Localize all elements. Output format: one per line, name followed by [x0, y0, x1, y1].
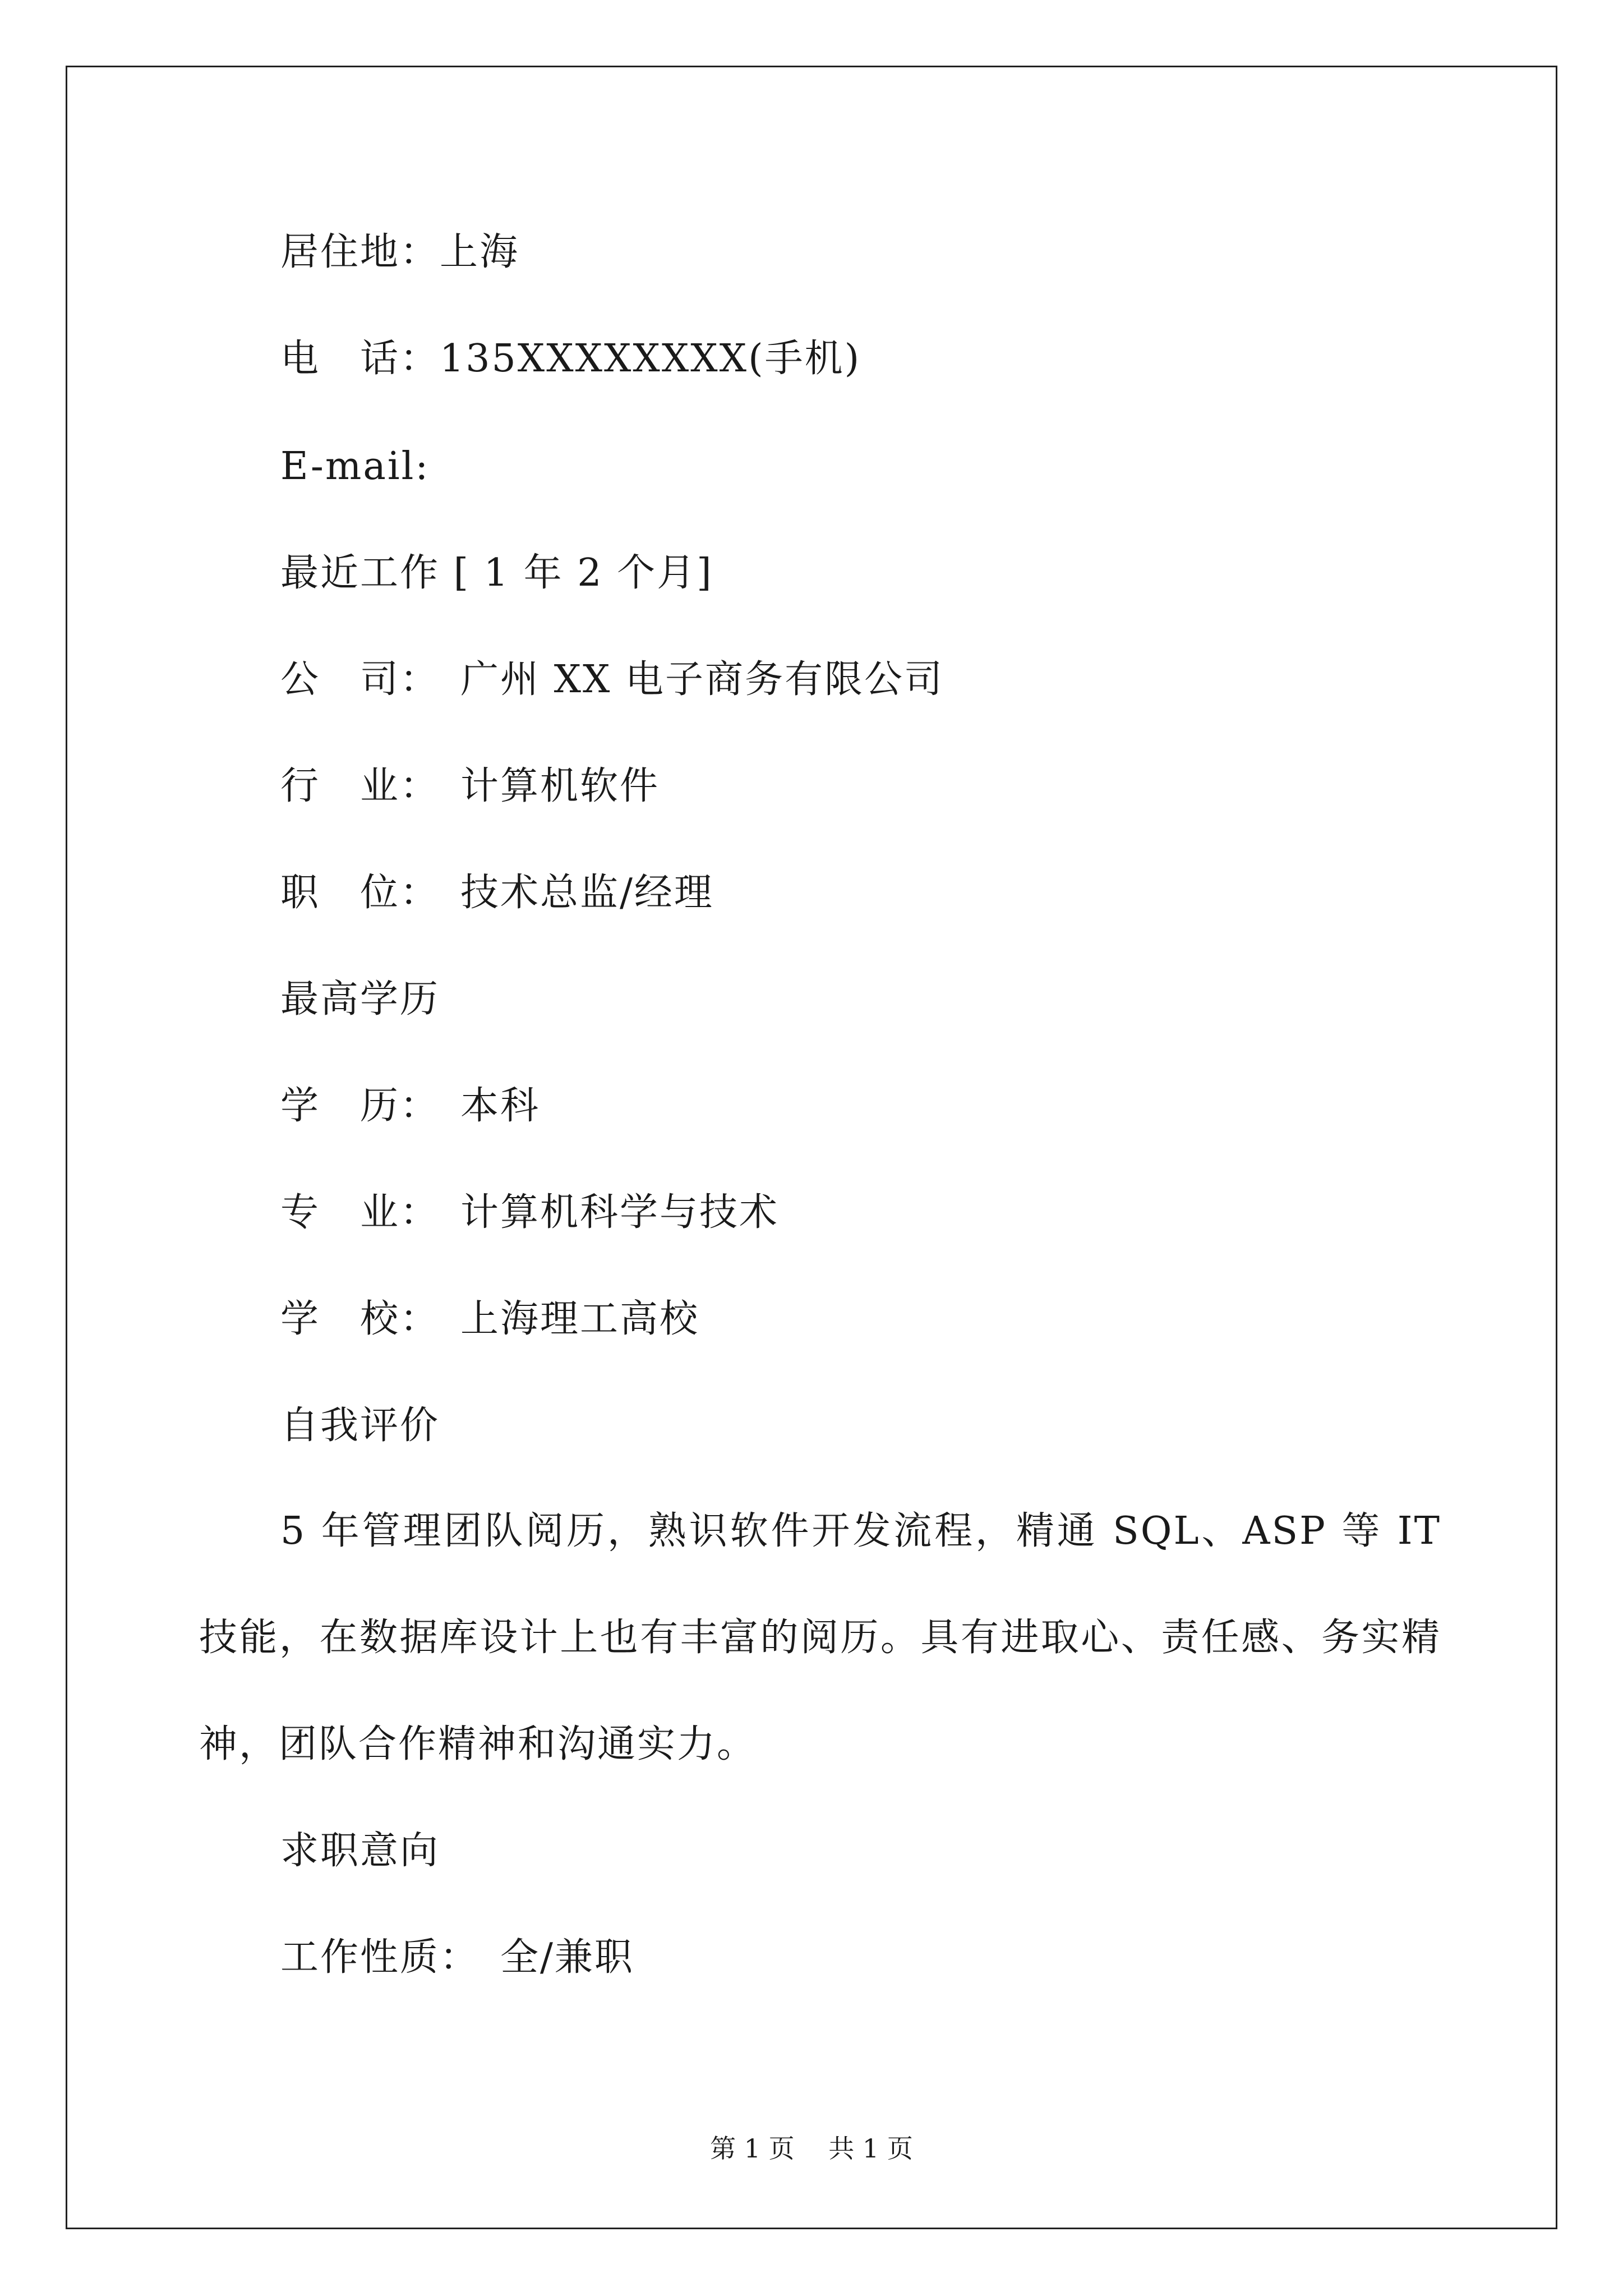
self-evaluation-heading: 自我评价	[280, 1404, 440, 1448]
major-line: 专 业： 计算机科学与技术	[280, 1190, 780, 1235]
company-line: 公 司： 广州 XX 电子商务有限公司	[280, 657, 944, 702]
residence-line: 居住地：上海	[280, 230, 520, 274]
email-line: E-mail:	[280, 444, 430, 489]
industry-line: 行 业： 计算机软件	[280, 764, 660, 808]
education-heading: 最高学历	[280, 977, 440, 1022]
job-type-line: 工作性质： 全/兼职	[280, 1935, 634, 1980]
page-border	[66, 66, 1557, 2229]
school-line: 学 校： 上海理工高校	[280, 1297, 700, 1341]
page-number-footer: 第 1 页 共 1 页	[710, 2133, 913, 2164]
degree-line: 学 历： 本科	[280, 1084, 541, 1128]
job-intention-heading: 求职意向	[280, 1829, 440, 1873]
recent-work-heading: 最近工作 [ 1 年 2 个月]	[280, 551, 713, 595]
phone-line: 电 话：135XXXXXXXX(手机)	[280, 337, 861, 381]
position-line: 职 位： 技术总监/经理	[280, 871, 714, 915]
self-evaluation-paragraph: 5 年管理团队阅历，熟识软件开发流程，精通 SQL、ASP 等 IT 技能，在数据库设计上也有丰富的阅历。具有进取心、责任感、务实精神，团队合作精神和沟通实力。	[199, 1509, 1441, 1766]
